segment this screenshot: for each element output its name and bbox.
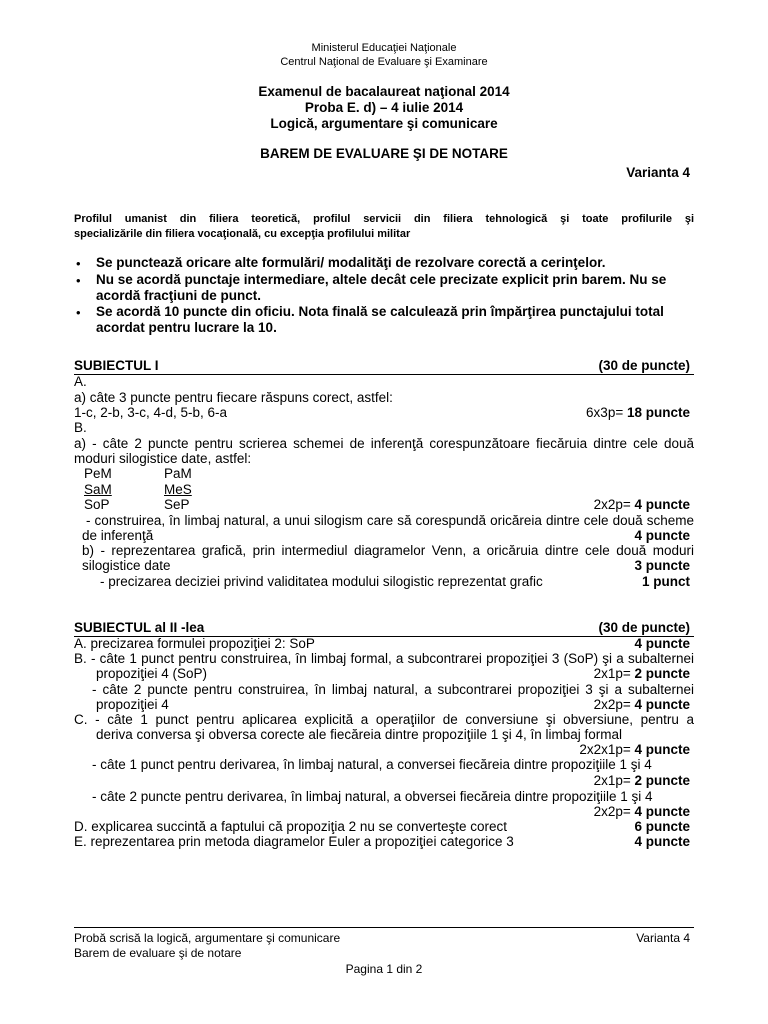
decision-line: - precizarea deciziei privind validitatea modului silogistic reprezentat grafic — [100, 574, 543, 589]
section-a-label: A. — [74, 374, 87, 389]
subject1-title: SUBIECTUL I — [74, 358, 159, 373]
subject2-C-line3: - câte 1 punct pentru derivarea, în limbaj natural, a conversei fiecăreia dintre propoziţiile 1 şi 4 — [92, 757, 652, 772]
bullet-icon: • — [76, 256, 81, 271]
schema-right-3: SeP — [164, 497, 190, 512]
subject2-E-score: 4 puncte — [634, 834, 690, 849]
exam-date: Proba E. d) – 4 iulie 2014 — [304, 100, 464, 115]
exam-title: Examenul de bacalaureat naţional 2014 — [258, 84, 510, 99]
construct-line2: de inferenţă — [82, 528, 154, 543]
venn-line2: silogistice date — [82, 558, 171, 573]
barem-title: BAREM DE EVALUARE ŞI DE NOTARE — [260, 146, 508, 161]
subject2-title: SUBIECTUL al II -lea — [74, 620, 205, 635]
subject2-B-score1: 2x1p= 2 puncte — [593, 666, 690, 681]
subject2-B-line1: B. - câte 1 punct pentru construirea, în limbaj formal, a subcontrarei propoziţiei 3 (SoP) şi a subalternei — [74, 651, 694, 666]
subject2-C-score1: 2x2x1p= 4 puncte — [579, 742, 690, 757]
section-a-answers: 1-c, 2-b, 3-c, 4-d, 5-b, 6-a — [74, 405, 228, 420]
construct-line1: - construirea, în limbaj natural, a unui silogism care să corespundă oricăreia dintre cele două scheme — [86, 513, 694, 528]
schema-right-1: PaM — [164, 466, 192, 481]
subject2-D-line: D. explicarea succintă a faptului că propoziţia 2 nu se converteşte corect — [74, 819, 507, 834]
page-number: Pagina 1 din 2 — [345, 962, 423, 976]
subject2-B-line2: propoziţiei 4 (SoP) — [96, 666, 208, 681]
schema-left-3: SoP — [84, 497, 110, 512]
subject2-A-line: A. precizarea formulei propoziţiei 2: SoP — [74, 636, 315, 651]
subject2-points: (30 de puncte) — [598, 620, 690, 635]
subject2-B-line3: - câte 2 puncte pentru construirea, în limbaj natural, a subcontrarei propoziţiei 3 şi a subalternei — [92, 682, 694, 697]
subject2-C-line4: - câte 2 puncte pentru derivarea, în limbaj natural, a obversei fiecăreia dintre propoziţiile 1 şi 4 — [92, 789, 653, 804]
subject1-points: (30 de puncte) — [598, 358, 690, 373]
subject2-B-score2: 2x2p= 4 puncte — [593, 697, 690, 712]
subject2-A-score: 4 puncte — [634, 636, 690, 651]
subject2-C-score2: 2x1p= 2 puncte — [593, 773, 690, 788]
bullet-icon: • — [76, 273, 81, 288]
section-b-line1: a) - câte 2 puncte pentru scrierea schemei de inferenţă corespunzătoare fiecăruia dintre cele două — [74, 436, 694, 451]
schema-score: 2x2p= 4 puncte — [593, 497, 690, 512]
subject2-D-score: 6 puncte — [634, 819, 690, 834]
rule-2: Nu se acordă punctaje intermediare, altele decât cele precizate explicit prin barem. Nu se — [96, 272, 667, 287]
venn-line1: b) - reprezentarea grafică, prin intermediul diagramelor Venn, a oricăruia dintre cele două moduri — [82, 543, 694, 558]
section-a-instruction: a) câte 3 puncte pentru fiecare răspuns corect, astfel: — [74, 390, 393, 405]
schema-right-2: MeS — [164, 482, 192, 497]
section-b-line2: moduri silogistice date, astfel: — [74, 451, 252, 466]
rule-1: Se punctează oricare alte formulări/ modalităţi de rezolvare corectă a cerinţelor. — [96, 255, 606, 270]
exam-subject: Logică, argumentare şi comunicare — [270, 116, 498, 131]
profile-line-2: specializările din filiera vocaţională, cu excepţia profilului militar — [74, 228, 411, 240]
footer-barem: Barem de evaluare şi de notare — [74, 946, 242, 960]
subject1-rule — [74, 374, 694, 375]
subject2-B-line4: propoziţiei 4 — [96, 697, 169, 712]
decision-score: 1 punct — [641, 574, 690, 589]
bullet-icon: • — [76, 305, 81, 320]
section-a-score: 6x3p= 18 puncte — [586, 405, 690, 420]
rule-3: Se acordă 10 puncte din oficiu. Nota finală se calculează prin împărţirea punctajului total — [96, 304, 664, 319]
section-b-label: B. — [74, 420, 87, 435]
construct-score: 4 puncte — [634, 528, 690, 543]
schema-left-2: SaM — [84, 482, 112, 497]
schema-left-1: PeM — [84, 466, 112, 481]
footer-variant: Varianta 4 — [636, 931, 690, 945]
variant-label: Varianta 4 — [626, 165, 690, 180]
center-name: Centrul Naţional de Evaluare şi Examinare — [280, 56, 488, 68]
venn-score: 3 puncte — [634, 558, 690, 573]
footer-rule — [74, 927, 694, 928]
profile-line-1: Profilul umanist din filiera teoretică, profilul servicii din filiera tehnologică şi toate profilurile şi — [74, 213, 694, 225]
subject2-C-line2: deriva conversa şi obversa corecte ale fiecăreia dintre propoziţiile 1 şi 4, în limbaj formal — [96, 727, 622, 742]
subject2-C-line1: C. - câte 1 punct pentru aplicarea explicită a operaţiilor de conversiune şi obversiune, pentru a — [74, 712, 694, 727]
footer-exam: Probă scrisă la logică, argumentare şi comunicare — [74, 931, 341, 945]
subject2-E-line: E. reprezentarea prin metoda diagramelor Euler a propoziţiei categorice 3 — [74, 834, 514, 849]
rule-3-cont: acordat pentru lucrare la 10. — [96, 320, 277, 335]
ministry-name: Ministerul Educaţiei Naţionale — [311, 42, 457, 54]
rule-2-cont: acordă fracţiuni de punct. — [96, 288, 262, 303]
subject2-C-score3: 2x2p= 4 puncte — [593, 804, 690, 819]
